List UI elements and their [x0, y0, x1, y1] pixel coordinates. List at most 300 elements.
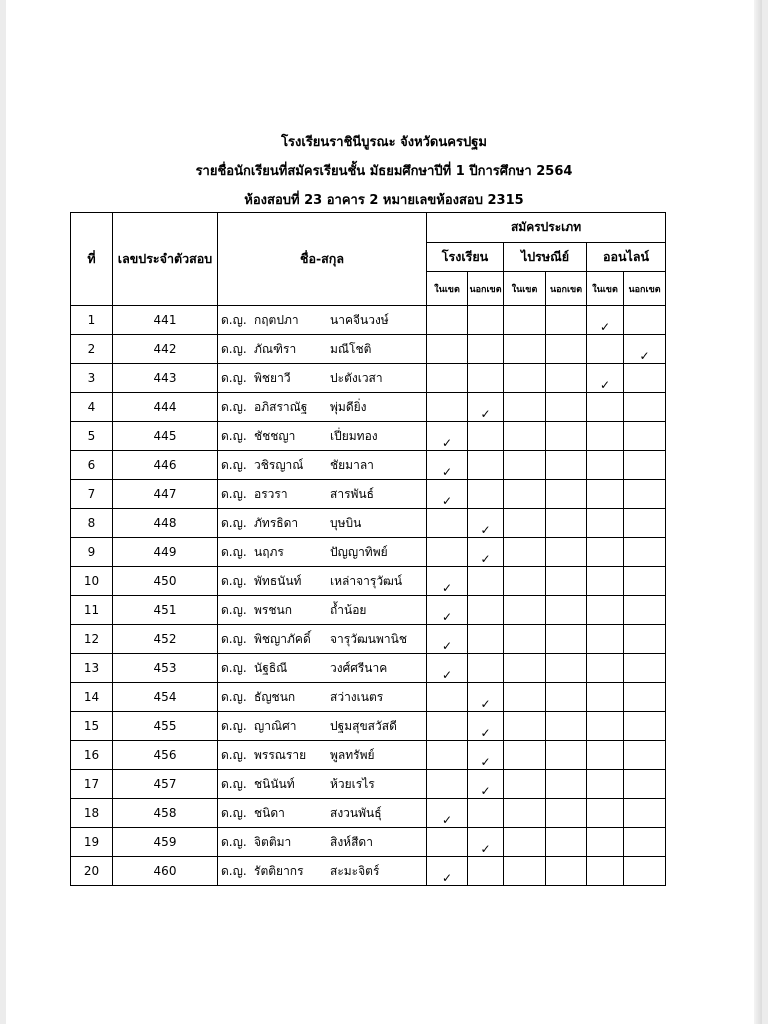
cell-post-in [504, 770, 546, 799]
student-name [218, 364, 427, 393]
school-title: โรงเรียนราชินีบูรณะ จังหวัดนครปฐม [281, 135, 487, 150]
cell-post-in [504, 364, 546, 393]
cell-online-in [587, 799, 624, 828]
subheader-post-out: นอกเขต [546, 272, 587, 306]
student-name [218, 596, 427, 625]
cell-online-out [624, 596, 666, 625]
exam-id: 457 [113, 770, 218, 799]
last-name: พุ่มดียิ่ง [330, 399, 367, 414]
name-prefix: ด.ญ. [221, 718, 247, 733]
student-name [218, 335, 427, 364]
cell-post-in [504, 393, 546, 422]
cell-school-in [427, 480, 468, 509]
student-name [218, 828, 427, 857]
row-number: 7 [71, 480, 113, 509]
exam-id: 446 [113, 451, 218, 480]
cell-online-out [624, 683, 666, 712]
last-name: สิงห์สีดา [330, 834, 373, 849]
exam-id: 448 [113, 509, 218, 538]
cell-online-in [587, 654, 624, 683]
exam-id: 449 [113, 538, 218, 567]
exam-id: 456 [113, 741, 218, 770]
cell-post-out [546, 857, 587, 886]
cell-school-in [427, 857, 468, 886]
table-row [71, 857, 666, 886]
cell-post-out [546, 741, 587, 770]
last-name: พูลทรัพย์ [330, 747, 375, 762]
row-number: 17 [71, 770, 113, 799]
cell-post-out [546, 480, 587, 509]
exam-id: 447 [113, 480, 218, 509]
subheader-online-out: นอกเขต [624, 272, 666, 306]
table-row [71, 538, 666, 567]
cell-post-out [546, 451, 587, 480]
cell-post-out [546, 567, 587, 596]
row-number: 15 [71, 712, 113, 741]
student-name [218, 538, 427, 567]
cell-post-in [504, 335, 546, 364]
first-name: พรรณราย [254, 747, 307, 762]
exam-id: 453 [113, 654, 218, 683]
last-name: จารุวัฒนพานิช [330, 631, 407, 646]
first-name: นฤภร [254, 544, 284, 559]
exam-id: 459 [113, 828, 218, 857]
cell-post-in [504, 654, 546, 683]
last-name: ชัยมาลา [330, 457, 374, 472]
cell-post-out [546, 538, 587, 567]
exam-id: 450 [113, 567, 218, 596]
table-row [71, 451, 666, 480]
cell-online-in [587, 625, 624, 654]
cell-online-in [587, 741, 624, 770]
cell-online-in [587, 306, 624, 335]
name-prefix: ด.ญ. [221, 399, 247, 414]
subheader-school-in: ในเขต [427, 272, 468, 306]
row-number: 14 [71, 683, 113, 712]
last-name: สงวนพันธุ์ [330, 805, 382, 820]
subheader-school-out: นอกเขต [468, 272, 504, 306]
name-prefix: ด.ญ. [221, 544, 247, 559]
exam-id: 458 [113, 799, 218, 828]
cell-online-out [624, 451, 666, 480]
check-mark-icon: ✓ [480, 755, 491, 769]
cell-post-out [546, 364, 587, 393]
first-name: ธัญชนก [254, 689, 296, 704]
cell-school-out [468, 857, 504, 886]
check-mark-icon: ✓ [480, 552, 491, 566]
cell-school-out [468, 422, 504, 451]
exam-id: 443 [113, 364, 218, 393]
cell-post-in [504, 625, 546, 654]
cell-school-out [468, 364, 504, 393]
check-mark-icon: ✓ [639, 349, 650, 363]
first-name: วชิรญาณ์ [254, 457, 304, 472]
cell-school-in [427, 422, 468, 451]
cell-online-in [587, 538, 624, 567]
cell-online-in [587, 335, 624, 364]
cell-school-in [427, 364, 468, 393]
cell-school-in [427, 828, 468, 857]
check-mark-icon: ✓ [480, 842, 491, 856]
cell-school-out [468, 828, 504, 857]
exam-id: 454 [113, 683, 218, 712]
document-header [0, 128, 768, 215]
cell-online-out [624, 799, 666, 828]
cell-school-out [468, 683, 504, 712]
subheader-post-in: ในเขต [504, 272, 546, 306]
last-name: ห้วยเรไร [330, 776, 375, 791]
first-name: ชนินันท์ [254, 776, 295, 791]
cell-online-in [587, 828, 624, 857]
check-mark-icon: ✓ [441, 871, 453, 885]
row-number: 4 [71, 393, 113, 422]
cell-post-out [546, 596, 587, 625]
check-mark-icon: ✓ [441, 581, 453, 595]
last-name: เปี่ยมทอง [330, 428, 378, 443]
cell-post-out [546, 393, 587, 422]
cell-school-in [427, 625, 468, 654]
check-mark-icon: ✓ [599, 378, 611, 392]
first-name: อรวรา [254, 486, 288, 501]
column-header-no: ที่ [71, 213, 113, 306]
student-name [218, 422, 427, 451]
row-number: 13 [71, 654, 113, 683]
column-header-name: ชื่อ-สกุล [218, 213, 427, 306]
cell-online-out [624, 422, 666, 451]
cell-school-in [427, 654, 468, 683]
name-prefix: ด.ญ. [221, 834, 247, 849]
last-name: สว่างเนตร [330, 689, 384, 704]
check-mark-icon: ✓ [441, 465, 453, 479]
cell-post-in [504, 509, 546, 538]
exam-id: 442 [113, 335, 218, 364]
name-prefix: ด.ญ. [221, 312, 247, 327]
row-number: 3 [71, 364, 113, 393]
student-name [218, 306, 427, 335]
name-prefix: ด.ญ. [221, 341, 247, 356]
cell-school-in [427, 393, 468, 422]
name-prefix: ด.ญ. [221, 573, 247, 588]
last-name: เหล่าจารุวัฒน์ [330, 573, 403, 588]
cell-post-out [546, 770, 587, 799]
last-name: ปัญญาทิพย์ [330, 544, 388, 559]
student-name [218, 683, 427, 712]
cell-post-in [504, 799, 546, 828]
cell-post-in [504, 538, 546, 567]
student-name [218, 480, 427, 509]
cell-school-out [468, 625, 504, 654]
column-group-post: ไปรษณีย์ [504, 243, 587, 272]
cell-post-in [504, 480, 546, 509]
check-mark-icon: ✓ [441, 610, 453, 624]
table-row [71, 712, 666, 741]
check-mark-icon: ✓ [441, 436, 453, 450]
check-mark-icon: ✓ [480, 726, 491, 740]
table-row [71, 625, 666, 654]
table-row [71, 741, 666, 770]
cell-online-out [624, 538, 666, 567]
student-name [218, 567, 427, 596]
cell-online-in [587, 422, 624, 451]
table-row [71, 828, 666, 857]
cell-online-in [587, 770, 624, 799]
table-row [71, 799, 666, 828]
cell-school-out [468, 770, 504, 799]
student-name [218, 451, 427, 480]
last-name: วงศ์ศรีนาค [330, 660, 388, 675]
first-name: ชัชชญา [254, 428, 296, 443]
table-row [71, 422, 666, 451]
cell-school-in [427, 335, 468, 364]
check-mark-icon: ✓ [441, 639, 453, 653]
table-row [71, 654, 666, 683]
cell-online-out [624, 567, 666, 596]
last-name: ปะตังเวสา [330, 370, 383, 385]
first-name: รัตติยากร [254, 863, 304, 878]
student-name [218, 654, 427, 683]
student-roster-table [70, 212, 666, 886]
cell-online-in [587, 683, 624, 712]
exam-id: 451 [113, 596, 218, 625]
cell-online-out [624, 712, 666, 741]
cell-post-in [504, 828, 546, 857]
name-prefix: ด.ญ. [221, 689, 247, 704]
cell-post-in [504, 451, 546, 480]
row-number: 20 [71, 857, 113, 886]
first-name: กฤตปภา [254, 312, 299, 327]
cell-school-out [468, 567, 504, 596]
row-number: 12 [71, 625, 113, 654]
exam-id: 441 [113, 306, 218, 335]
cell-school-in [427, 509, 468, 538]
table-row [71, 683, 666, 712]
row-number: 19 [71, 828, 113, 857]
student-name [218, 799, 427, 828]
cell-post-in [504, 857, 546, 886]
student-name [218, 741, 427, 770]
student-name [218, 393, 427, 422]
cell-post-out [546, 712, 587, 741]
cell-post-in [504, 683, 546, 712]
exam-id: 455 [113, 712, 218, 741]
cell-school-in [427, 712, 468, 741]
first-name: ภัณฑิรา [254, 341, 297, 356]
cell-online-out [624, 393, 666, 422]
table-row [71, 770, 666, 799]
name-prefix: ด.ญ. [221, 747, 247, 762]
cell-post-out [546, 625, 587, 654]
cell-post-out [546, 306, 587, 335]
cell-post-out [546, 799, 587, 828]
student-name [218, 625, 427, 654]
first-name: พัทธนันท์ [254, 573, 302, 588]
last-name: สารพันธ์ [330, 486, 374, 501]
cell-post-out [546, 828, 587, 857]
row-number: 5 [71, 422, 113, 451]
row-number: 2 [71, 335, 113, 364]
cell-online-out [624, 306, 666, 335]
last-name: ถ้ำน้อย [330, 602, 367, 617]
check-mark-icon: ✓ [480, 784, 491, 798]
cell-online-out [624, 654, 666, 683]
cell-school-in [427, 451, 468, 480]
row-number: 1 [71, 306, 113, 335]
row-number: 16 [71, 741, 113, 770]
cell-online-in [587, 567, 624, 596]
row-number: 11 [71, 596, 113, 625]
cell-post-in [504, 567, 546, 596]
cell-online-in [587, 596, 624, 625]
table-header [71, 213, 666, 306]
cell-online-in [587, 712, 624, 741]
row-number: 18 [71, 799, 113, 828]
cell-post-in [504, 422, 546, 451]
cell-online-out [624, 828, 666, 857]
cell-online-out [624, 857, 666, 886]
check-mark-icon: ✓ [599, 320, 611, 334]
check-mark-icon: ✓ [441, 813, 453, 827]
cell-post-in [504, 306, 546, 335]
name-prefix: ด.ญ. [221, 631, 247, 646]
cell-school-in [427, 683, 468, 712]
name-prefix: ด.ญ. [221, 486, 247, 501]
row-number: 10 [71, 567, 113, 596]
last-name: มณีโชติ [330, 341, 372, 356]
name-prefix: ด.ญ. [221, 863, 247, 878]
column-header-application-type: สมัครประเภท [427, 213, 666, 243]
first-name: ญาณิศา [254, 718, 297, 733]
cell-school-out [468, 538, 504, 567]
last-name: ปฐมสุขสวัสดี [330, 718, 397, 733]
room-info: ห้องสอบที่ 23 อาคาร 2 หมายเลขห้องสอบ 2315 [244, 193, 524, 208]
row-number: 9 [71, 538, 113, 567]
list-title: รายชื่อนักเรียนที่สมัครเรียนชั้น มัธยมศึกษาปีที่ 1 ปีการศึกษา 2564 [195, 164, 573, 179]
cell-online-in [587, 857, 624, 886]
cell-post-out [546, 335, 587, 364]
last-name: สะมะจิตร์ [330, 863, 380, 878]
row-number: 6 [71, 451, 113, 480]
cell-school-out [468, 799, 504, 828]
cell-post-out [546, 683, 587, 712]
column-group-school: โรงเรียน [427, 243, 504, 272]
cell-online-out [624, 364, 666, 393]
name-prefix: ด.ญ. [221, 515, 247, 530]
cell-post-out [546, 422, 587, 451]
check-mark-icon: ✓ [480, 407, 491, 421]
cell-post-in [504, 741, 546, 770]
cell-online-out [624, 770, 666, 799]
check-mark-icon: ✓ [480, 523, 491, 537]
table-row [71, 393, 666, 422]
name-prefix: ด.ญ. [221, 660, 247, 675]
student-name [218, 712, 427, 741]
cell-online-in [587, 393, 624, 422]
student-name [218, 509, 427, 538]
column-header-exam-id: เลขประจำตัวสอบ [113, 213, 218, 306]
exam-id: 452 [113, 625, 218, 654]
cell-school-out [468, 393, 504, 422]
check-mark-icon: ✓ [441, 494, 453, 508]
cell-school-in [427, 538, 468, 567]
table-row [71, 364, 666, 393]
name-prefix: ด.ญ. [221, 602, 247, 617]
first-name: พิชยาวี [254, 370, 291, 385]
cell-school-in [427, 596, 468, 625]
cell-school-in [427, 567, 468, 596]
last-name: บุษบิน [330, 515, 362, 530]
cell-school-out [468, 741, 504, 770]
cell-school-out [468, 451, 504, 480]
cell-school-in [427, 799, 468, 828]
first-name: จิตติมา [254, 834, 292, 849]
table-row [71, 596, 666, 625]
student-name [218, 770, 427, 799]
name-prefix: ด.ญ. [221, 428, 247, 443]
name-prefix: ด.ญ. [221, 370, 247, 385]
name-prefix: ด.ญ. [221, 457, 247, 472]
first-name: พรชนก [254, 602, 292, 617]
cell-online-out [624, 741, 666, 770]
cell-school-out [468, 654, 504, 683]
check-mark-icon: ✓ [441, 668, 453, 682]
student-name [218, 857, 427, 886]
name-prefix: ด.ญ. [221, 805, 247, 820]
cell-online-out [624, 335, 666, 364]
table-row [71, 335, 666, 364]
cell-online-in [587, 364, 624, 393]
name-prefix: ด.ญ. [221, 776, 247, 791]
cell-post-out [546, 654, 587, 683]
cell-school-in [427, 306, 468, 335]
cell-school-out [468, 509, 504, 538]
first-name: นัฐธิณี [254, 660, 288, 675]
cell-post-out [546, 509, 587, 538]
table-row [71, 306, 666, 335]
check-mark-icon: ✓ [480, 697, 491, 711]
table-row [71, 567, 666, 596]
cell-online-in [587, 509, 624, 538]
cell-online-in [587, 451, 624, 480]
cell-online-out [624, 509, 666, 538]
first-name: ชนิดา [254, 805, 285, 820]
cell-school-in [427, 741, 468, 770]
cell-school-out [468, 306, 504, 335]
cell-online-out [624, 625, 666, 654]
cell-school-out [468, 335, 504, 364]
table-row [71, 480, 666, 509]
first-name: อภิสราณัฐ [254, 399, 308, 414]
exam-id: 460 [113, 857, 218, 886]
first-name: พิชญาภัคดิ์ [254, 631, 311, 646]
exam-id: 444 [113, 393, 218, 422]
last-name: นาคจีนวงษ์ [330, 312, 389, 327]
cell-school-in [427, 770, 468, 799]
table-row [71, 509, 666, 538]
cell-online-out [624, 480, 666, 509]
cell-post-in [504, 712, 546, 741]
cell-school-out [468, 480, 504, 509]
exam-id: 445 [113, 422, 218, 451]
cell-online-in [587, 480, 624, 509]
cell-post-in [504, 596, 546, 625]
column-group-online: ออนไลน์ [587, 243, 666, 272]
row-number: 8 [71, 509, 113, 538]
cell-school-out [468, 596, 504, 625]
first-name: ภัทรธิดา [254, 515, 299, 530]
cell-school-out [468, 712, 504, 741]
table-body [71, 306, 666, 886]
subheader-online-in: ในเขต [587, 272, 624, 306]
